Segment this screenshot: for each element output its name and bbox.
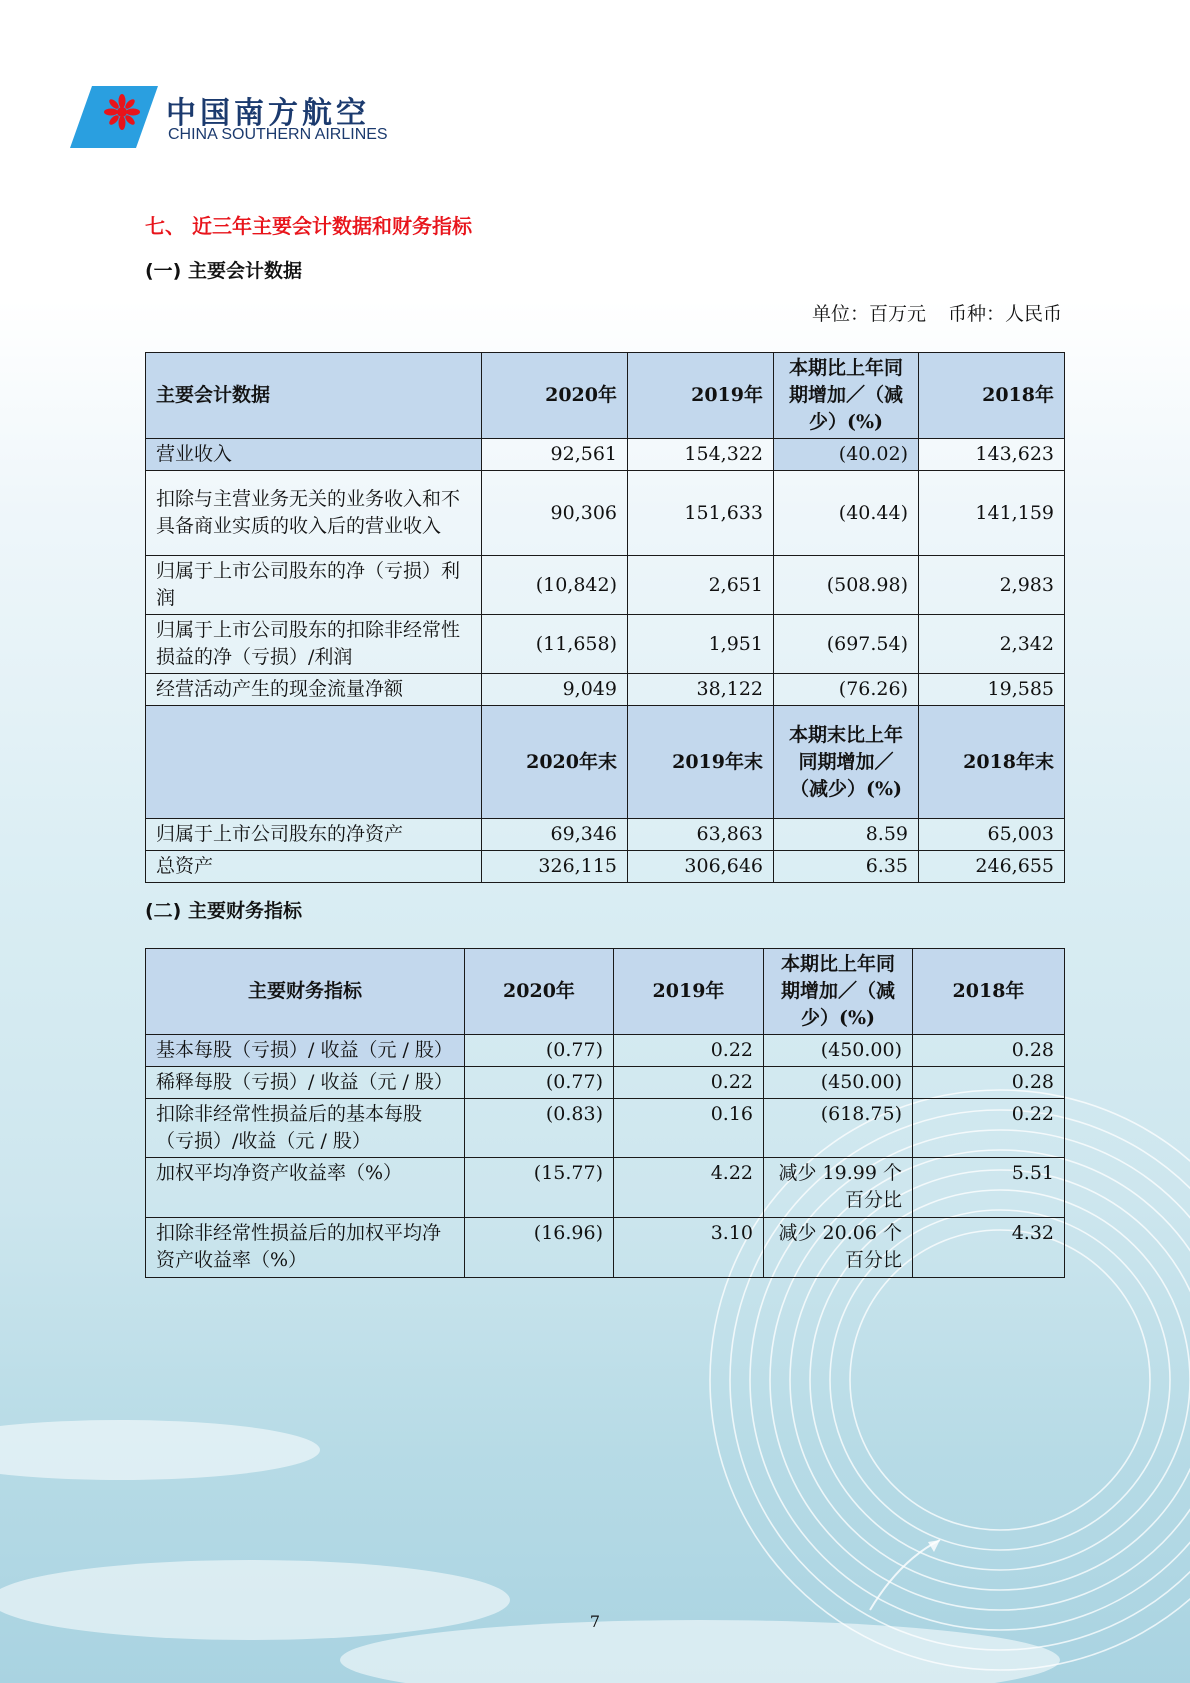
logo-chinese-name: 中国南方航空 bbox=[166, 96, 370, 131]
accounting-data-table bbox=[145, 352, 1065, 883]
table-row bbox=[146, 1158, 1065, 1218]
header-cell: 本期比上年同期增加／（减少）(%) bbox=[764, 949, 913, 1035]
header-cell: 2020年 bbox=[482, 353, 628, 439]
cell-2019: 154,322 bbox=[628, 439, 774, 471]
row-label: 加权平均净资产收益率（%） bbox=[146, 1158, 465, 1218]
header-cell: 本期末比上年同期增加／（减少）(%) bbox=[774, 706, 919, 819]
cell-2019: 0.16 bbox=[614, 1099, 764, 1158]
header-cell: 主要会计数据 bbox=[146, 353, 482, 439]
table-row bbox=[146, 471, 1065, 556]
cell-2020: 9,049 bbox=[482, 674, 628, 706]
cell-change: (450.00) bbox=[764, 1067, 913, 1099]
header-cell: 2018年 bbox=[919, 353, 1065, 439]
cell-2020: (11,658) bbox=[482, 615, 628, 674]
cell-2018: 246,655 bbox=[919, 851, 1065, 883]
header-cell: 2018年 bbox=[913, 949, 1065, 1035]
cell-2020: (16.96) bbox=[465, 1218, 614, 1278]
table-header-row bbox=[146, 353, 1065, 439]
company-logo bbox=[70, 86, 400, 150]
cell-2019: 0.22 bbox=[614, 1035, 764, 1067]
cell-2020: 90,306 bbox=[482, 471, 628, 556]
cell-2018: 141,159 bbox=[919, 471, 1065, 556]
cell-2019: 2,651 bbox=[628, 556, 774, 615]
row-label: 归属于上市公司股东的扣除非经常性损益的净（亏损）/利润 bbox=[146, 615, 482, 674]
cell-2018: 0.28 bbox=[913, 1035, 1065, 1067]
table-row bbox=[146, 439, 1065, 471]
table-row bbox=[146, 1067, 1065, 1099]
financial-indicators-table bbox=[145, 948, 1065, 1278]
header-cell: 2018年末 bbox=[919, 706, 1065, 819]
table-row bbox=[146, 1218, 1065, 1278]
cell-2019: 38,122 bbox=[628, 674, 774, 706]
header-cell: 主要财务指标 bbox=[146, 949, 465, 1035]
row-label: 稀释每股（亏损）/ 收益（元 / 股） bbox=[146, 1067, 465, 1099]
table-header-row bbox=[146, 949, 1065, 1035]
logo-english-name: CHINA SOUTHERN AIRLINES bbox=[168, 126, 388, 143]
cell-2020: (0.77) bbox=[465, 1067, 614, 1099]
cell-change: 减少 20.06 个百分比 bbox=[764, 1218, 913, 1278]
header-cell: 2019年末 bbox=[628, 706, 774, 819]
cell-change: (450.00) bbox=[764, 1035, 913, 1067]
cell-2018: 4.32 bbox=[913, 1218, 1065, 1278]
cell-change: 减少 19.99 个百分比 bbox=[764, 1158, 913, 1218]
subsection-title-financial-indicators: (二) 主要财务指标 bbox=[145, 900, 302, 922]
cell-change: 8.59 bbox=[774, 819, 919, 851]
cell-change: (40.44) bbox=[774, 471, 919, 556]
row-label: 扣除非经常性损益后的加权平均净资产收益率（%） bbox=[146, 1218, 465, 1278]
row-label: 归属于上市公司股东的净（亏损）利润 bbox=[146, 556, 482, 615]
cell-2018: 2,342 bbox=[919, 615, 1065, 674]
header-cell: 2019年 bbox=[628, 353, 774, 439]
cell-2018: 2,983 bbox=[919, 556, 1065, 615]
cell-2020: (10,842) bbox=[482, 556, 628, 615]
cell-2018: 19,585 bbox=[919, 674, 1065, 706]
cell-2020: 326,115 bbox=[482, 851, 628, 883]
cell-change: (618.75) bbox=[764, 1099, 913, 1158]
unit-label: 单位：百万元 bbox=[811, 303, 926, 325]
table-subheader-row bbox=[146, 706, 1065, 819]
table-row bbox=[146, 1099, 1065, 1158]
cell-2019: 1,951 bbox=[628, 615, 774, 674]
table-row bbox=[146, 674, 1065, 706]
cell-2020: 69,346 bbox=[482, 819, 628, 851]
header-cell: 2020年 bbox=[465, 949, 614, 1035]
cell-change: (508.98) bbox=[774, 556, 919, 615]
row-label: 归属于上市公司股东的净资产 bbox=[146, 819, 482, 851]
header-cell: 本期比上年同期增加／（减少）(%) bbox=[774, 353, 919, 439]
cell-change: 6.35 bbox=[774, 851, 919, 883]
row-label: 基本每股（亏损）/ 收益（元 / 股） bbox=[146, 1035, 465, 1067]
header-cell: 2019年 bbox=[614, 949, 764, 1035]
currency-label: 币种：人民币 bbox=[947, 303, 1062, 325]
section-title: 七、 近三年主要会计数据和财务指标 bbox=[145, 214, 472, 238]
cell-2018: 0.22 bbox=[913, 1099, 1065, 1158]
cell-2019: 151,633 bbox=[628, 471, 774, 556]
cell-change: (76.26) bbox=[774, 674, 919, 706]
cell-change: (40.02) bbox=[774, 439, 919, 471]
kapok-flower-logo-icon bbox=[70, 86, 158, 148]
cell-2020: 92,561 bbox=[482, 439, 628, 471]
table-row bbox=[146, 1035, 1065, 1067]
row-label: 扣除与主营业务无关的业务收入和不具备商业实质的收入后的营业收入 bbox=[146, 471, 482, 556]
table-row bbox=[146, 556, 1065, 615]
cell-2019: 0.22 bbox=[614, 1067, 764, 1099]
row-label: 扣除非经常性损益后的基本每股（亏损）/收益（元 / 股） bbox=[146, 1099, 465, 1158]
header-cell: 2020年末 bbox=[482, 706, 628, 819]
cell-2018: 65,003 bbox=[919, 819, 1065, 851]
page-number: 7 bbox=[589, 1612, 601, 1631]
table-row bbox=[146, 851, 1065, 883]
row-label: 经营活动产生的现金流量净额 bbox=[146, 674, 482, 706]
cell-2020: (0.83) bbox=[465, 1099, 614, 1158]
unit-note bbox=[812, 299, 1062, 326]
cell-change: (697.54) bbox=[774, 615, 919, 674]
header-cell bbox=[146, 706, 482, 819]
cell-2019: 306,646 bbox=[628, 851, 774, 883]
cell-2018: 0.28 bbox=[913, 1067, 1065, 1099]
cell-2019: 63,863 bbox=[628, 819, 774, 851]
subsection-title-accounting-data: (一) 主要会计数据 bbox=[145, 260, 302, 282]
table-row bbox=[146, 819, 1065, 851]
table-row bbox=[146, 615, 1065, 674]
row-label: 营业收入 bbox=[146, 439, 482, 471]
cell-2020: (15.77) bbox=[465, 1158, 614, 1218]
cell-2018: 5.51 bbox=[913, 1158, 1065, 1218]
cell-2018: 143,623 bbox=[919, 439, 1065, 471]
row-label: 总资产 bbox=[146, 851, 482, 883]
cell-2019: 4.22 bbox=[614, 1158, 764, 1218]
cell-2020: (0.77) bbox=[465, 1035, 614, 1067]
cell-2019: 3.10 bbox=[614, 1218, 764, 1278]
